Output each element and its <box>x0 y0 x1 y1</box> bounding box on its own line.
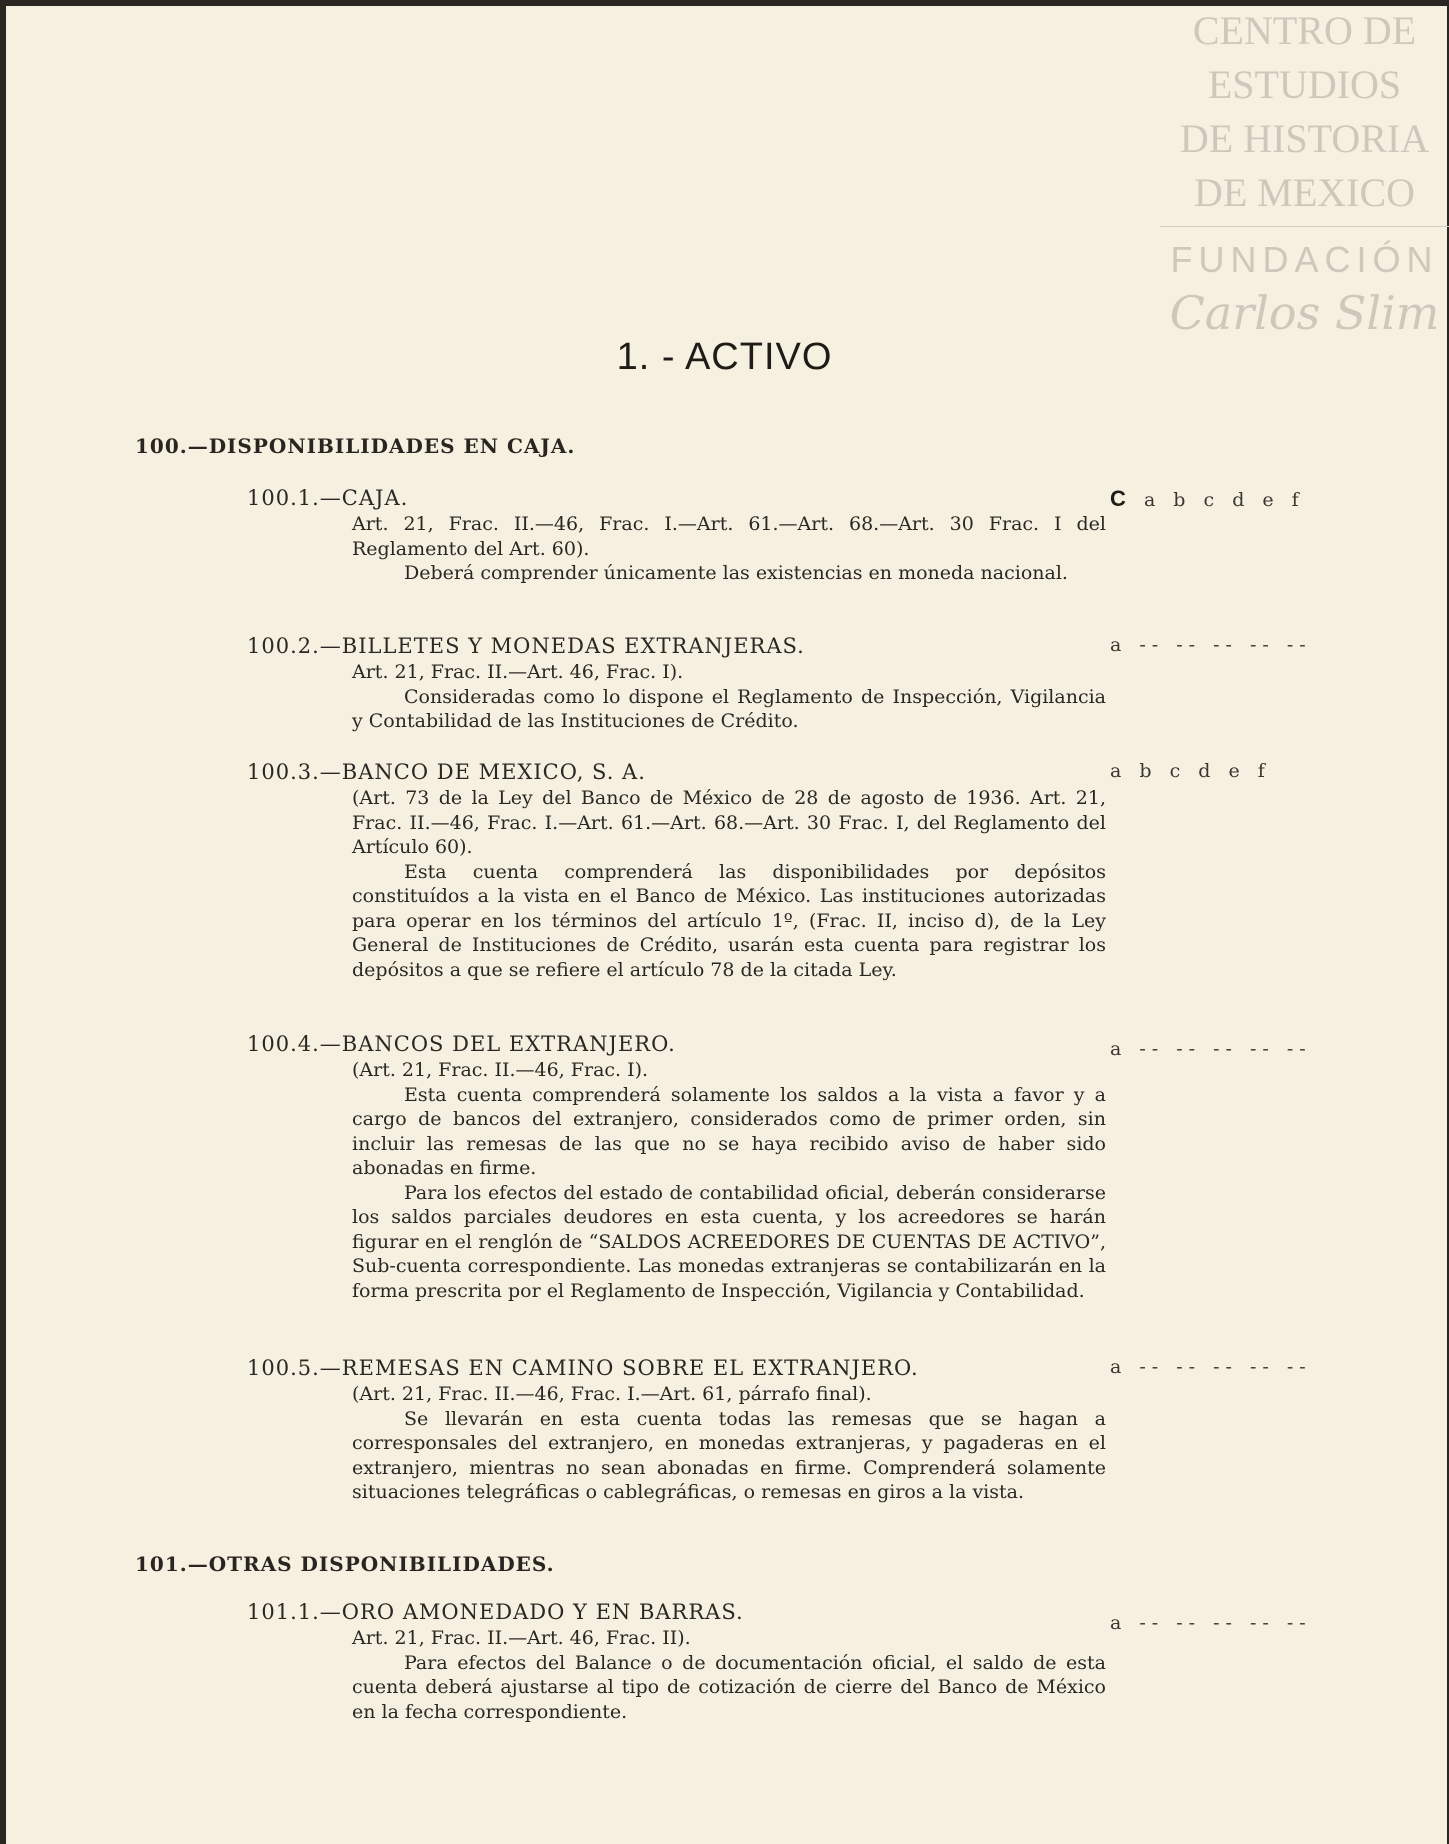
entry-body <box>352 512 1106 586</box>
entry-paragraph: Esta cuenta comprenderá las disponibilidades por depósitos constituídos a la vista en el Banco de México. Las instituciones autorizadas para operar en los términos del artículo 1º, (Frac. II, inciso d), de la Ley General de Instituciones de Crédito, usarán esta cuenta para registrar los depósitos a que se refiere el artículo 78 de la citada Ley. <box>352 860 1106 981</box>
entry-reference: Art. 21, Frac. II.—Art. 46, Frac. I). <box>352 661 684 683</box>
entry-marks: a -- -- -- -- -- <box>1110 1356 1312 1378</box>
watermark-line: DE MEXICO <box>1193 170 1416 215</box>
entry-paragraph: Deberá comprender únicamente las existencias en moneda nacional. <box>404 562 1068 584</box>
entry-heading: 100.4.—BANCOS DEL EXTRANJERO. <box>247 1032 676 1056</box>
entry-paragraph: Consideradas como lo dispone el Reglamento de Inspección, Vigilancia y Contabilidad de las Instituciones de Crédito. <box>352 685 1106 732</box>
entry-marks <box>1110 486 1305 512</box>
entry-marks-prefix: C <box>1110 486 1132 511</box>
watermark-line: ESTUDIOS <box>1207 62 1402 107</box>
watermark-divider <box>1160 226 1449 227</box>
entry-heading: 101.1.—ORO AMONEDADO Y EN BARRAS. <box>247 1600 744 1624</box>
watermark-line: CENTRO DE <box>1192 8 1417 53</box>
archive-watermark <box>1160 4 1449 343</box>
entry-reference: (Art. 21, Frac. II.—46, Frac. I.—Art. 61, párrafo final). <box>352 1383 872 1405</box>
watermark-line: DE HISTORIA <box>1179 116 1430 161</box>
entry-marks: a -- -- -- -- -- <box>1110 1612 1312 1634</box>
entry-reference: (Art. 21, Frac. II.—46, Frac. I). <box>352 1059 649 1081</box>
watermark-signature: Carlos Slim <box>1169 286 1440 340</box>
section-heading-100: 100.—DISPONIBILIDADES EN CAJA. <box>135 434 576 458</box>
watermark-foundation: FUNDACIÓN <box>1170 239 1439 280</box>
entry-heading: 100.1.—CAJA. <box>247 486 409 510</box>
entry-heading: 100.2.—BILLETES Y MONEDAS EXTRANJERAS. <box>247 634 805 658</box>
entry-heading: 100.5.—REMESAS EN CAMINO SOBRE EL EXTRANJERO. <box>247 1356 919 1380</box>
entry-body <box>352 1382 1106 1505</box>
entry-paragraph: Para efectos del Balance o de documentación oficial, el saldo de esta cuenta deberá ajustarse al tipo de cotización de cierre del Banco de México en la fecha correspondiente. <box>352 1651 1106 1723</box>
entry-body <box>352 1626 1106 1724</box>
entry-reference: Art. 21, Frac. II.—Art. 46, Frac. II). <box>352 1627 691 1649</box>
entry-reference: (Art. 73 de la Ley del Banco de México de 28 de agosto de 1936. Art. 21, Frac. II.—46, Frac. I.—Art. 61.—Art. 68.—Art. 30 Frac. I, del Reglamento del Artículo 60). <box>352 787 1106 858</box>
entry-marks-letters: a b c d e f <box>1143 489 1305 511</box>
entry-marks: a -- -- -- -- -- <box>1110 634 1312 656</box>
entry-heading: 100.3.—BANCO DE MEXICO, S. A. <box>247 760 646 784</box>
entry-paragraph: Se llevarán en esta cuenta todas las remesas que se hagan a corresponsales del extranjero, en monedas extranjeras, y pagaderas en el extranjero, mientras no sean abonadas en firme. Comprenderá solamente situaciones telegráficas o cablegráficas, o remesas en giros a la vista. <box>352 1407 1106 1503</box>
entry-marks: a b c d e f <box>1110 760 1271 782</box>
entry-body <box>352 660 1106 734</box>
entry-body <box>352 786 1106 982</box>
entry-paragraph: Esta cuenta comprenderá solamente los saldos a la vista a favor y a cargo de bancos del extranjero, considerados como de primer orden, sin incluir las remesas de las que no se haya recibido aviso de haber sido abonadas en firme. <box>352 1083 1106 1179</box>
entry-paragraph: Para los efectos del estado de contabilidad oficial, deberán considerarse los saldos parciales deudores en esta cuenta, y los acreedores se harán figurar en el renglón de “SALDOS ACREEDORES DE CUENTAS DE ACTIVO”, Sub-cuenta correspondiente. Las monedas extranjeras se contabilizarán en la forma prescrita por el Reglamento de Inspección, Vigilancia y Contabilidad. <box>352 1181 1106 1302</box>
section-heading-101: 101.—OTRAS DISPONIBILIDADES. <box>135 1552 555 1576</box>
page-title: 1. - ACTIVO <box>616 336 833 378</box>
entry-marks: a -- -- -- -- -- <box>1110 1038 1312 1060</box>
entry-body <box>352 1058 1106 1303</box>
entry-reference: Art. 21, Frac. II.—46, Frac. I.—Art. 61.—Art. 68.—Art. 30 Frac. I del Reglamento del Art. 60). <box>352 513 1106 560</box>
